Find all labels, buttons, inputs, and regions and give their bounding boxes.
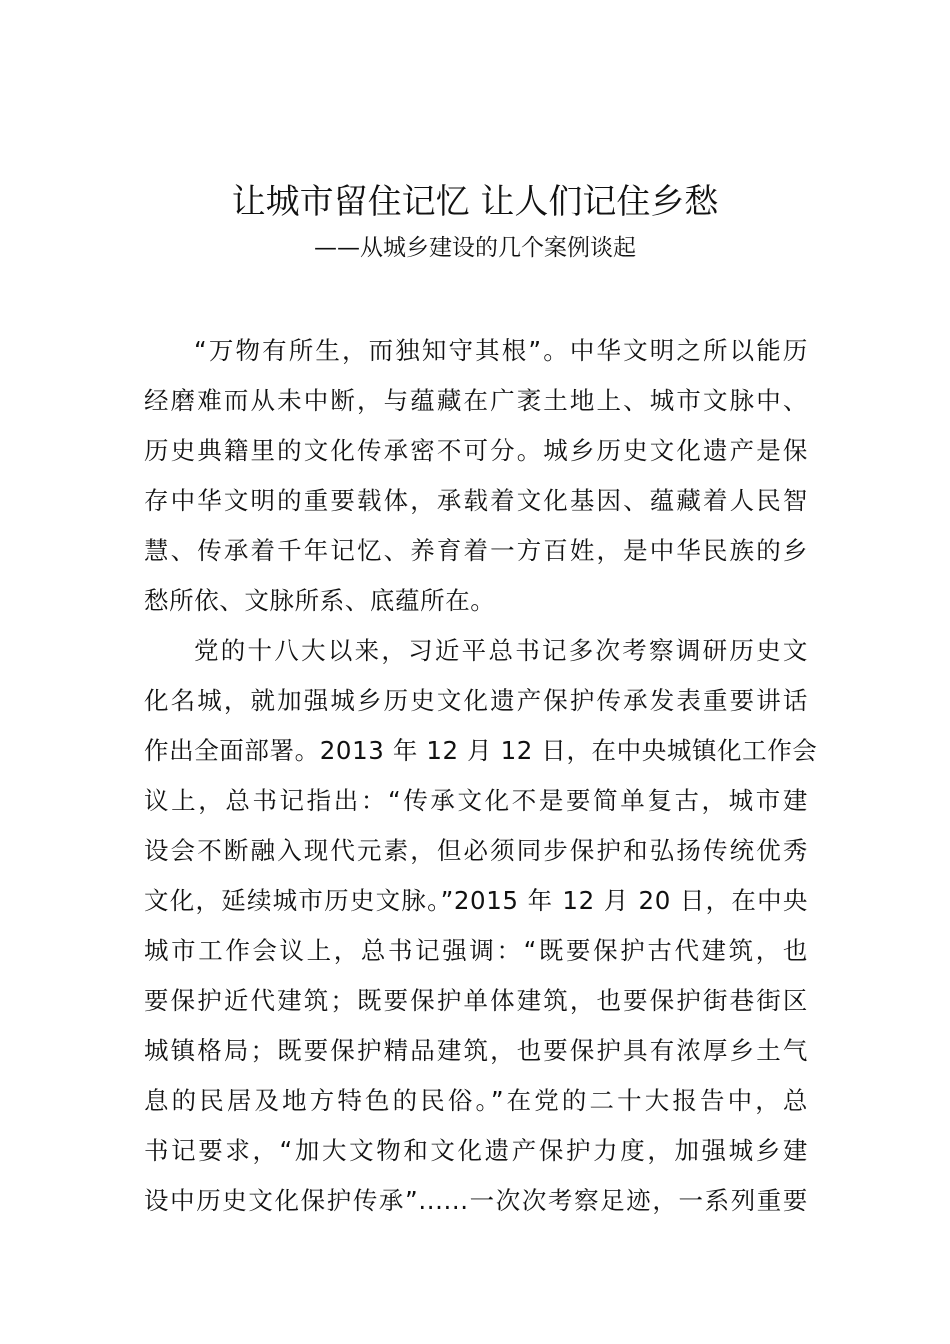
paragraph-2 <box>144 626 818 1226</box>
text-line: 城市工作会议上，总书记强调：“既要保护古代建筑，也 <box>144 936 808 965</box>
text-line: 书记要求，“加大文物和文化遗产保护力度，加强城乡建 <box>144 1136 808 1165</box>
document-title: 让城市留住记忆 让人们记住乡愁 <box>231 182 719 222</box>
text-line: 议上，总书记指出：“传承文化不是要简单复古，城市建 <box>144 786 808 815</box>
text-line: 要保护近代建筑；既要保护单体建筑，也要保护街巷街区 <box>144 986 808 1015</box>
text-line: 化名城，就加强城乡历史文化遗产保护传承发表重要讲话 <box>144 686 808 715</box>
text-line: “万物有所生，而独知守其根”。中华文明之所以能历 <box>194 336 808 365</box>
text-line: 存中华文明的重要载体，承载着文化基因、蕴藏着人民智 <box>144 486 808 515</box>
document-subtitle: ——从城乡建设的几个案例谈起 <box>314 235 636 261</box>
text-line: 经磨难而从未中断，与蕴藏在广袤土地上、城市文脉中、 <box>144 386 808 415</box>
text-line: 作出全面部署。2013 年 12 月 12 日，在中央城镇化工作会 <box>144 736 818 765</box>
text-line: 设中历史文化保护传承”......一次次考察足迹，一系列重要 <box>144 1186 808 1215</box>
text-line: 文化，延续城市历史文脉。”2015 年 12 月 20 日，在中央 <box>144 886 808 915</box>
text-line: 愁所依、文脉所系、底蕴所在。 <box>144 586 496 615</box>
text-line: 息的民居及地方特色的民俗。”在党的二十大报告中，总 <box>144 1086 808 1115</box>
document-body <box>144 326 818 1226</box>
paragraph-1 <box>144 326 808 626</box>
text-line: 党的十八大以来，习近平总书记多次考察调研历史文 <box>194 636 808 665</box>
text-line: 城镇格局；既要保护精品建筑，也要保护具有浓厚乡土气 <box>144 1036 808 1065</box>
text-line: 历史典籍里的文化传承密不可分。城乡历史文化遗产是保 <box>144 436 808 465</box>
text-line: 慧、传承着千年记忆、养育着一方百姓，是中华民族的乡 <box>144 536 808 565</box>
text-line: 设会不断融入现代元素，但必须同步保护和弘扬传统优秀 <box>144 836 808 865</box>
